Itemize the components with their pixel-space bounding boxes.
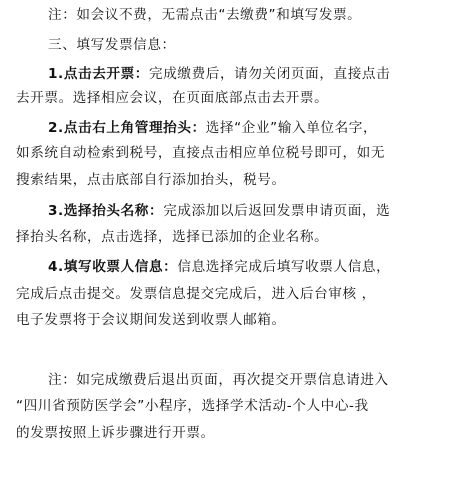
step-1-line-2: 去开票。选择相应会议，在页面底部点击去开票。	[16, 90, 329, 106]
step-3-text: 完成添加以后返回发票申请页面，选	[163, 203, 391, 219]
step-2-text: 选择“企业”输入单位名字，	[205, 120, 378, 136]
step-2-line-1	[48, 118, 446, 138]
step-1-line-1	[48, 64, 446, 84]
note-resubmit-line-2: “四川省预防医学会”小程序，选择学术活动-个人中心-我	[16, 398, 369, 414]
step-3-line-2: 择抬头名称，点击选择，选择已添加的企业名称。	[16, 229, 329, 245]
step-2-line-2: 如系统自动检索到税号，直接点击相应单位税号即可，如无	[16, 145, 386, 161]
step-3-line-1	[48, 201, 446, 221]
step-4-line-3: 电子发票将于会议期间发送到收票人邮箱。	[16, 312, 286, 328]
note-resubmit-line-3: 的发票按照上诉步骤进行开票。	[16, 425, 215, 441]
section-3-title: 三、填写发票信息：	[48, 37, 176, 53]
step-4-line-2: 完成后点击提交。发票信息提交完成后，进入后台审核 ，	[16, 286, 376, 302]
step-4-text: 信息选择完成后填写收票人信息，	[177, 259, 391, 275]
step-4-label: 4.填写收票人信息：	[48, 259, 178, 275]
step-3-label: 3.选择抬头名称：	[48, 203, 164, 219]
step-2-line-3: 搜索结果，点击底部自行添加抬头，税号。	[16, 172, 286, 188]
step-1-label: 1.点击去开票：	[48, 66, 149, 82]
step-4-line-1	[48, 257, 446, 277]
step-2-label: 2.点击右上角管理抬头：	[48, 120, 206, 136]
note-no-fee: 注：如会议不费，无需点击“去缴费”和填写发票。	[48, 7, 362, 23]
step-1-text: 完成缴费后，请勿关闭页面，直接点击	[149, 66, 391, 82]
note-resubmit-line-1: 注：如完成缴费后退出页面，再次提交开票信息请进入	[48, 372, 389, 388]
